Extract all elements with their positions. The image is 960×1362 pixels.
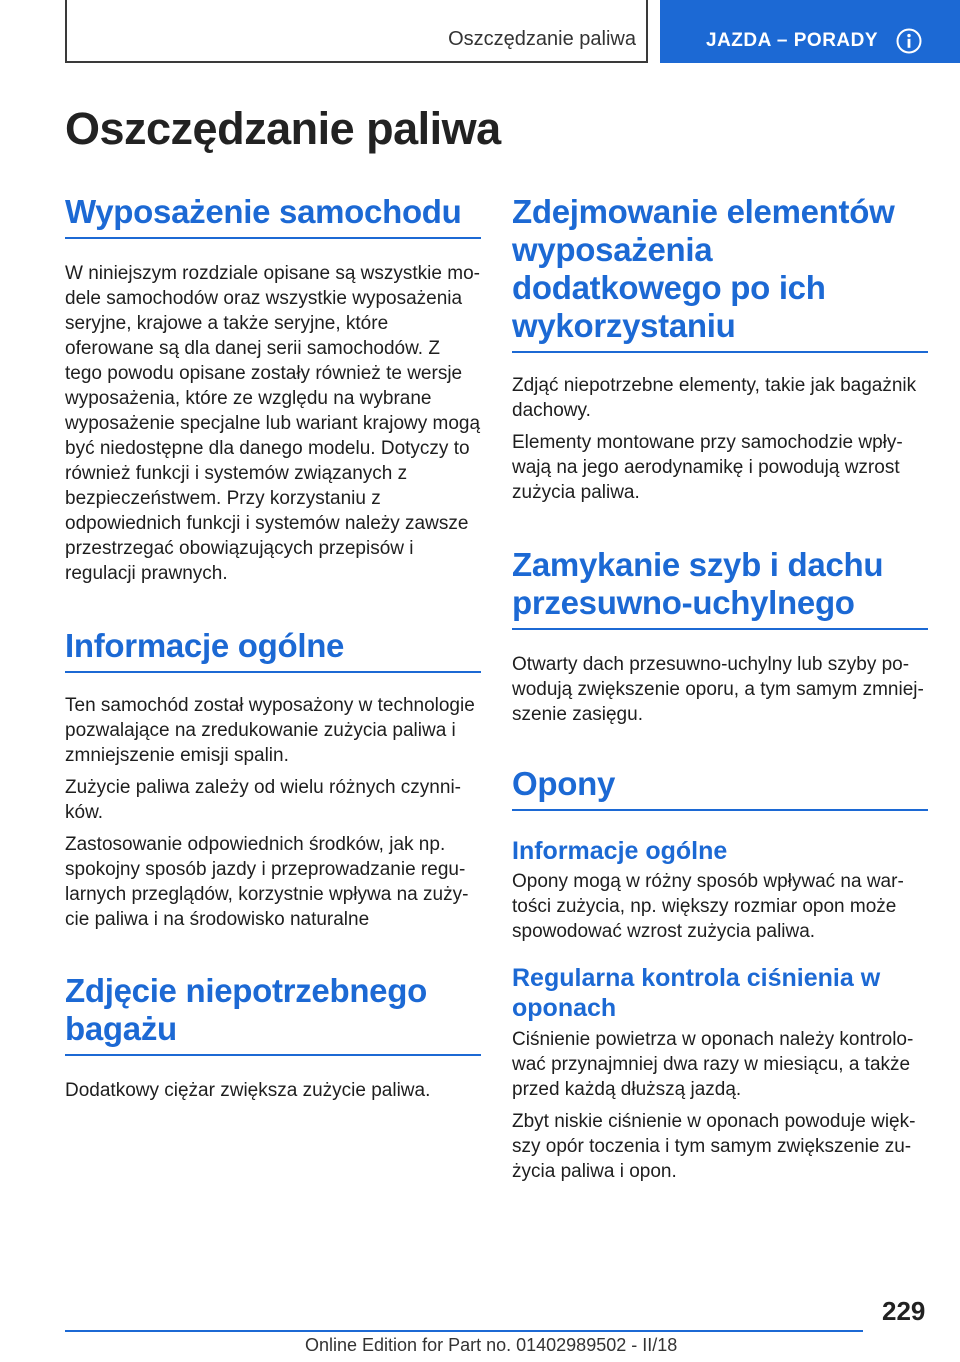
- paragraph-zdjecie-bagazu: Dodatkowy ciężar zwiększa zużycie paliwa.: [65, 1080, 431, 1101]
- header-chapter-title: Oszczędzanie paliwa: [448, 28, 636, 50]
- footer-divider: [65, 1330, 863, 1332]
- heading-zdejmowanie-elementow: Zdejmowanie elementów wyposażenia dodatkowego po ich wykorzystaniu: [512, 193, 928, 353]
- header-section-label: JAZDA – PORADY: [706, 30, 879, 51]
- paragraph-informacje-2: Zużycie paliwa zależy od wielu różnych czynników.: [65, 777, 461, 823]
- page-number: 229: [882, 1296, 926, 1326]
- heading-informacje-ogolne: Informacje ogólne: [65, 627, 481, 673]
- paragraph-kontrola-2: Zbyt niskie ciśnienie w oponach powoduje większy opór toczenia i tym samym zwiększenie zużycia paliwa i opon.: [512, 1111, 916, 1182]
- paragraph-zdejmowanie-2: Elementy montowane przy samochodzie wpływają na jego aerodynamikę i powodują wzrost zużycia paliwa.: [512, 432, 903, 503]
- paragraph-zamykanie-szyb: Otwarty dach przesuwno-uchylny lub szyby powodują zwiększenie oporu, a tym samym zmniejszenie zasięgu.: [512, 654, 924, 725]
- header-section-tab: [660, 0, 960, 63]
- paragraph-informacje-1: Ten samochód został wyposażony w technologie pozwalające na zredukowanie zużycia paliwa i zmniejszenie emisji spalin.: [65, 695, 475, 766]
- header-chapter-box: [65, 0, 648, 63]
- paragraph-wyposazenie: W niniejszym rozdziale opisane są wszystkie modele samochodów oraz wszystkie wyposażenia seryjne, krajowe a także seryjne, które oferowane są dla danej serii samochodów. Z tego powodu opisane zostały również te wersje wyposażenia, które ze względu na wybrane wyposażenie specjalne lub wariant krajowy mogą być niedostępne dla danego modelu. Dotyczy to również funkcji i systemów związanych z bezpieczeństwem. Przy korzystaniu z odpowiednich funkcji i systemów należy zawsze przestrzegać obowiązujących przepisów i regulacji prawnych.: [65, 263, 481, 584]
- footer-edition-text: Online Edition for Part no. 01402989502 - II/18: [305, 1335, 678, 1355]
- heading-opony: Opony: [512, 765, 928, 811]
- paragraph-zdejmowanie-1: Zdjąć niepotrzebne elementy, takie jak bagażnik dachowy.: [512, 375, 917, 421]
- subheading-opony-informacje: Informacje ogólne: [512, 837, 728, 865]
- subheading-kontrola-cisnienia: Regularna kontrola ciśnienia w oponach: [512, 964, 881, 1022]
- heading-wyposazenie: Wyposażenie samochodu: [65, 193, 481, 239]
- page-title: Oszczędzanie paliwa: [65, 103, 501, 154]
- paragraph-informacje-3: Zastosowanie odpowiednich środków, jak np. spokojny sposób jazdy i przeprowadzanie regularnych przeglądów, korzystnie wpływa na zużycie paliwa i na środowisko naturalne: [65, 834, 469, 930]
- heading-zdjecie-bagazu: Zdjęcie niepotrzebnego bagażu: [65, 972, 481, 1056]
- left-column: [65, 193, 481, 1103]
- heading-zamykanie-szyb: Zamykanie szyb i dachu przesuwno-uchylnego: [512, 546, 928, 630]
- right-column: [512, 193, 928, 1184]
- paragraph-opony-informacje: Opony mogą w różny sposób wpływać na wartości zużycia, np. większy rozmiar opon może spowodować wzrost zużycia paliwa.: [512, 871, 904, 942]
- paragraph-kontrola-1: Ciśnienie powietrza w oponach należy kontrolować przynajmniej dwa razy w miesiącu, a także przed każdą dłuższą jazdą.: [512, 1029, 914, 1100]
- info-icon: [896, 28, 922, 54]
